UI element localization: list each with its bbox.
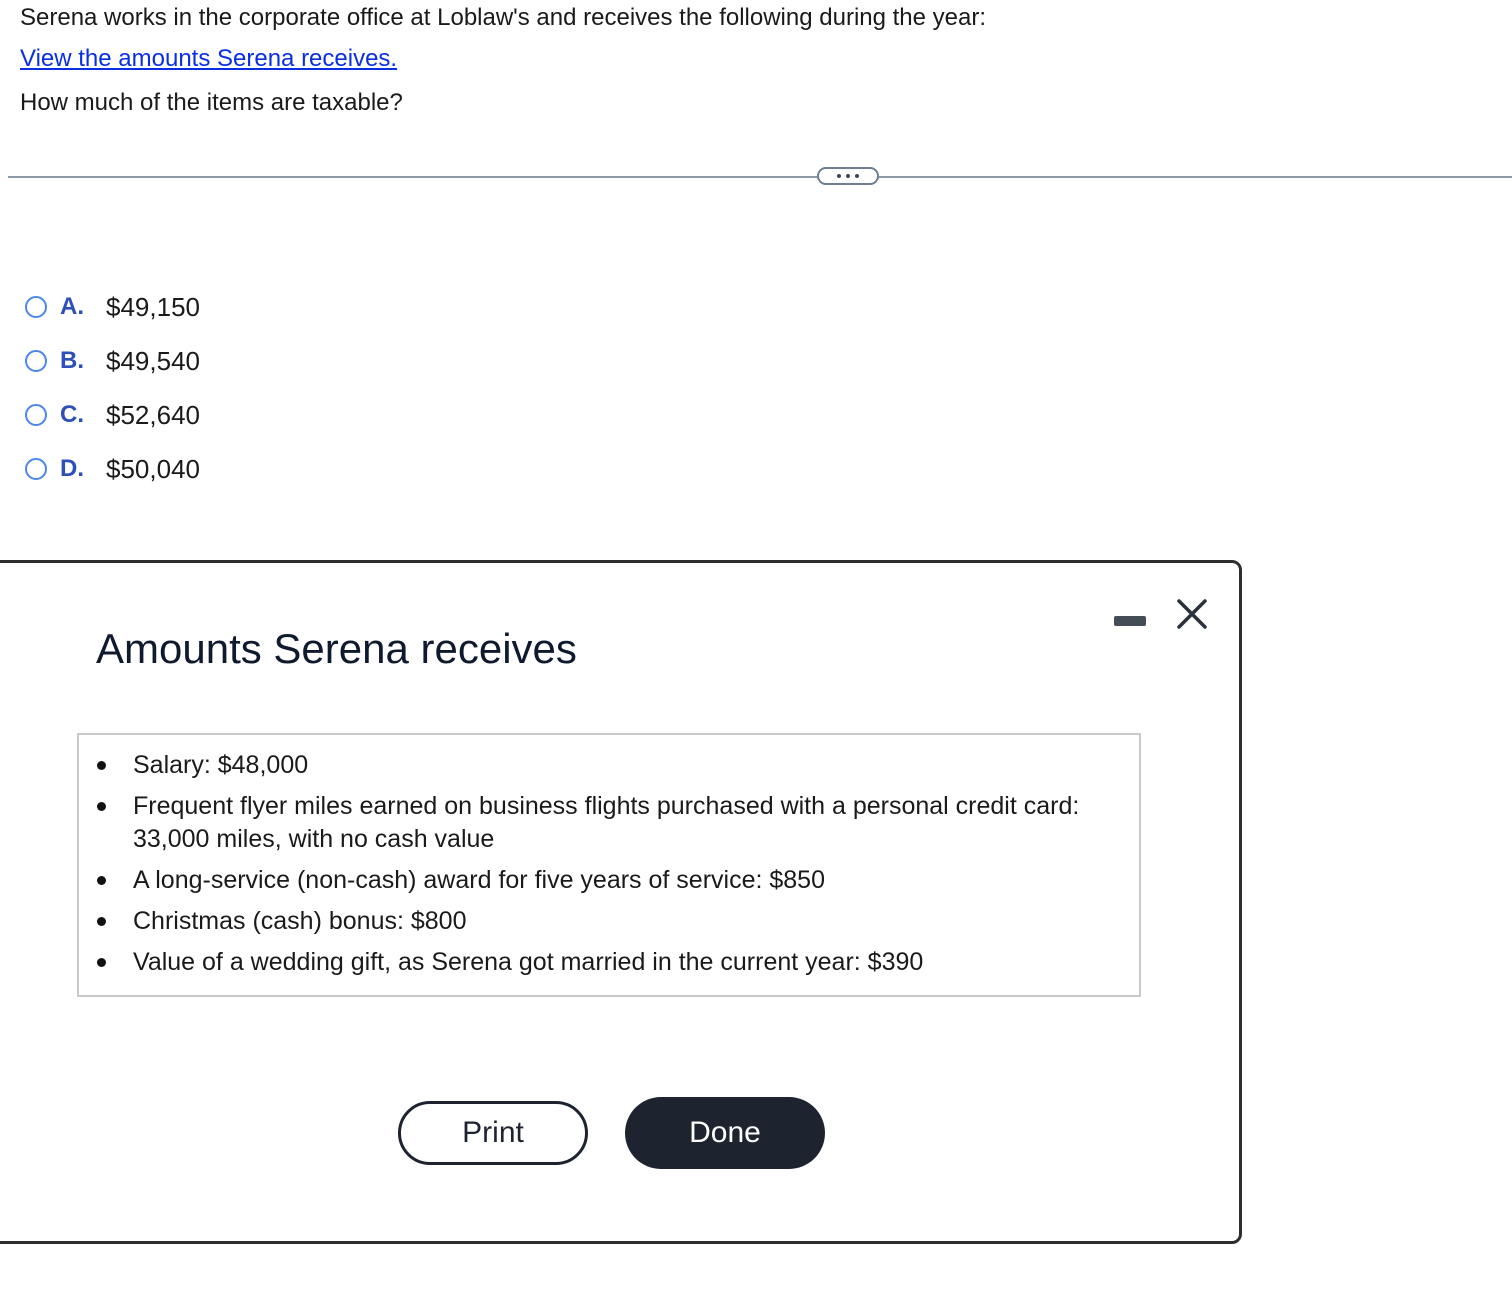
list-item-text: A long-service (non-cash) award for five years of service: $850 bbox=[133, 866, 825, 894]
dot bbox=[837, 174, 841, 178]
list-item-text: Frequent flyer miles earned on business flights purchased with a personal credit card: 33,000 miles, with no cash value bbox=[133, 792, 1080, 853]
option-value: $49,540 bbox=[106, 345, 200, 376]
close-icon[interactable] bbox=[1174, 596, 1210, 632]
done-button[interactable]: Done bbox=[625, 1097, 825, 1169]
list-item bbox=[79, 946, 1133, 979]
option-b[interactable] bbox=[22, 334, 200, 388]
more-horizontal-icon[interactable] bbox=[817, 167, 879, 185]
option-c[interactable] bbox=[22, 388, 200, 442]
dot bbox=[855, 174, 859, 178]
bullet-icon bbox=[97, 958, 106, 967]
list-item bbox=[79, 790, 1133, 856]
option-d[interactable] bbox=[22, 442, 200, 496]
list-item bbox=[79, 905, 1133, 938]
bullet-icon bbox=[97, 876, 106, 885]
option-a[interactable] bbox=[22, 280, 200, 334]
dialog-title: Amounts Serena receives bbox=[96, 625, 577, 672]
list-item bbox=[79, 749, 1133, 782]
bullet-icon bbox=[97, 761, 106, 770]
question-intro: Serena works in the corporate office at Loblaw's and receives the following during the year: bbox=[20, 4, 987, 31]
list-item-text: Salary: $48,000 bbox=[133, 751, 309, 779]
amounts-list-box bbox=[77, 733, 1141, 997]
question-prompt: How much of the items are taxable? bbox=[20, 89, 403, 116]
dot bbox=[846, 174, 850, 178]
list-item-text: Christmas (cash) bonus: $800 bbox=[133, 907, 467, 935]
view-amounts-link[interactable]: View the amounts Serena receives. bbox=[20, 45, 398, 72]
radio-button[interactable] bbox=[25, 296, 47, 318]
option-letter: D. bbox=[60, 455, 84, 482]
radio-button[interactable] bbox=[25, 404, 47, 426]
answer-options bbox=[22, 280, 200, 496]
option-letter: A. bbox=[60, 293, 84, 320]
option-letter: C. bbox=[60, 401, 84, 428]
amounts-dialog bbox=[0, 560, 1242, 1244]
bullet-icon bbox=[97, 917, 106, 926]
print-button[interactable]: Print bbox=[398, 1101, 588, 1165]
radio-button[interactable] bbox=[25, 458, 47, 480]
option-value: $49,150 bbox=[106, 291, 200, 322]
radio-button[interactable] bbox=[25, 350, 47, 372]
option-letter: B. bbox=[60, 347, 84, 374]
option-value: $52,640 bbox=[106, 399, 200, 430]
bullet-icon bbox=[97, 802, 106, 811]
minimize-icon[interactable] bbox=[1114, 616, 1146, 626]
amounts-list bbox=[79, 749, 1133, 987]
list-item-text: Value of a wedding gift, as Serena got married in the current year: $390 bbox=[133, 948, 924, 976]
option-value: $50,040 bbox=[106, 453, 200, 484]
divider bbox=[8, 176, 1512, 178]
list-item bbox=[79, 864, 1133, 897]
close-icon-graphic bbox=[1174, 596, 1210, 632]
